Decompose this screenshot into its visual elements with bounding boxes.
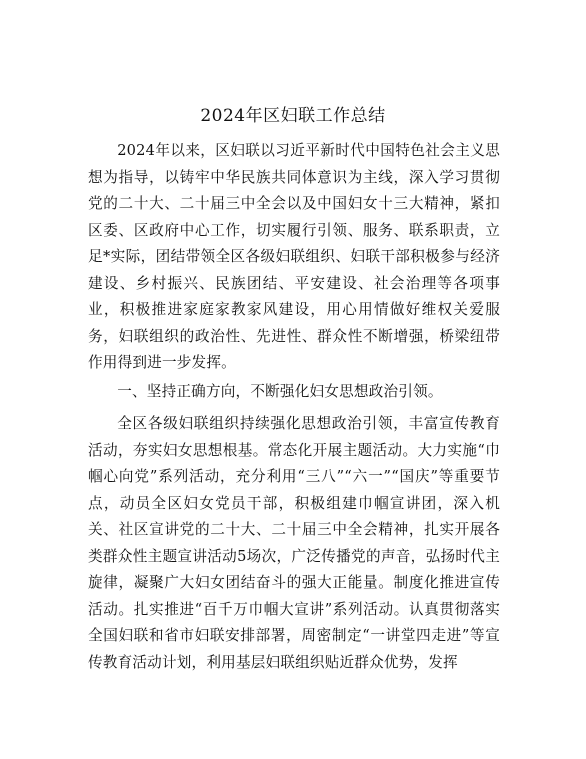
document-body: [88, 138, 500, 676]
paragraph-intro: 2024年以来，区妇联以习近平新时代中国特色社会主义思想为指导，以铸牢中华民族共同体意识为主线，深入学习贯彻党的二十大、二十届三中全会以及中国妇女十三大精神，紧扣区委、区政府中心工作，切实履行引领、服务、联系职责，立足*实际，团结带领全区各级妇联组织、妇联干部积极参与经济建设、乡村振兴、民族团结、平安建设、社会治理等各项事业，积极推进家庭家教家风建设，用心用情做好维权关爱服务，妇联组织的政治性、先进性、群众性不断增强，桥梁纽带作用得到进一步发挥。: [88, 142, 500, 371]
paragraph-section-1: 全区各级妇联组织持续强化思想政治引领，丰富宣传教育活动，夯实妇女思想根基。常态化开展主题活动。大力实施“巾帼心向党”系列活动，充分利用“三八”“六一”“国庆”等重要节点，动员全区妇女党员干部，积极组建巾帼宣讲团，深入机关、社区宣讲党的二十大、二十届三中全会精神，扎实开展各类群众性主题宣讲活动5场次，广泛传播党的声音，弘扬时代主旋律，凝聚广大妇女团结奋斗的强大正能量。制度化推进宣传活动。扎实推进“百千万巾帼大宣讲”系列活动。认真贯彻落实全国妇联和省市妇联安排部署，周密制定“一讲堂四走进”等宣传教育活动计划，利用基层妇联组织贴近群众优势，发挥: [88, 415, 500, 671]
section-heading-1: 一、坚持正确方向，不断强化妇女思想政治引领。: [117, 382, 443, 400]
document-title: 2024年区妇联工作总结: [200, 106, 386, 126]
